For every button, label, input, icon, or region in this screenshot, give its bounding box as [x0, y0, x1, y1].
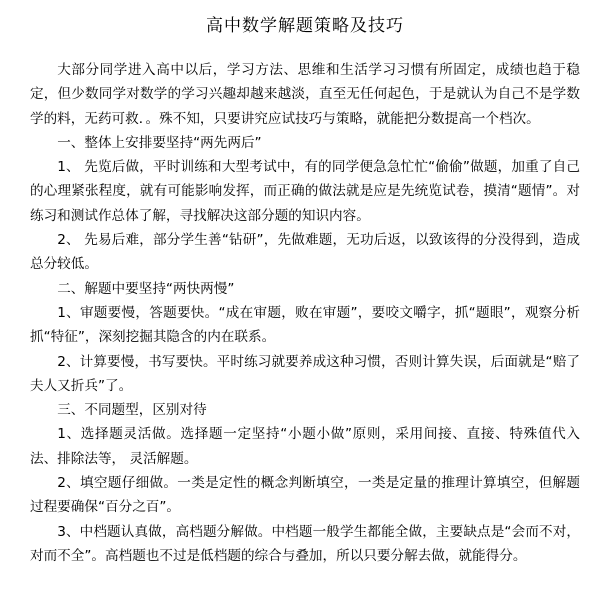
document-title: 高中数学解题策略及技巧	[206, 16, 404, 36]
section-3-item-3: 3、中档题认真做，高档题分解做。中档题一般学生都能全做，主要缺点是“会而不对，对而不全”。高档题也不过是低档题的综合与叠加，所以只要分解去做，就能得分。	[30, 523, 580, 564]
document-body	[30, 58, 580, 568]
section-heading-2: 二、解题中要坚持“两快两慢”	[57, 280, 235, 297]
section-2-item-1: 1、审题要慢，答题要快。“成在审题，败在审题”，要咬文嚼字，抓“题眼”，观察分析抓“特征”，深刻挖掘其隐含的内在联系。	[30, 304, 580, 346]
section-2-item-2: 2、计算要慢，书写要快。平时练习就要养成这种习惯，否则计算失误，后面就是“赔了夫人又折兵”了。	[30, 353, 580, 394]
section-3-item-1: 1、选择题灵活做。选择题一定坚持“小题小做”原则，采用间接、直接、特殊值代入法、排除法等， 灵活解题。	[30, 426, 580, 467]
intro-paragraph: 大部分同学进入高中以后，学习方法、思维和生活学习习惯有所固定，成绩也趋于稳定，但少数同学对数学的学习兴趣却越来越淡，直至无任何起色，于是就认为自己不是学数学的料，无药可救．。殊不知，只要讲究应试技巧与策略，就能把分数提高一个档次。	[30, 62, 580, 127]
section-1-item-1: 1、 先览后做，平时训练和大型考试中，有的同学便急急忙忙“偷偷”做题，加重了自己的心理紧张程度，就有可能影响发挥，而正确的做法就是应是先统览试卷，摸清“题情”。对练习和测试作总体了解，寻找解决这部分题的知识内容。	[30, 159, 580, 224]
section-3-item-2: 2、填空题仔细做。一类是定性的概念判断填空，一类是定量的推理计算填空，但解题过程要确保“百分之百”。	[30, 475, 580, 516]
section-heading-1: 一、整体上安排要坚持“两先两后”	[57, 134, 262, 151]
section-1-item-2: 2、 先易后难，部分学生善“钻研”，先做难题，无功后返，以致该得的分没得到，造成总分较低。	[30, 232, 580, 273]
section-heading-3: 三、不同题型，区别对待	[57, 402, 207, 419]
